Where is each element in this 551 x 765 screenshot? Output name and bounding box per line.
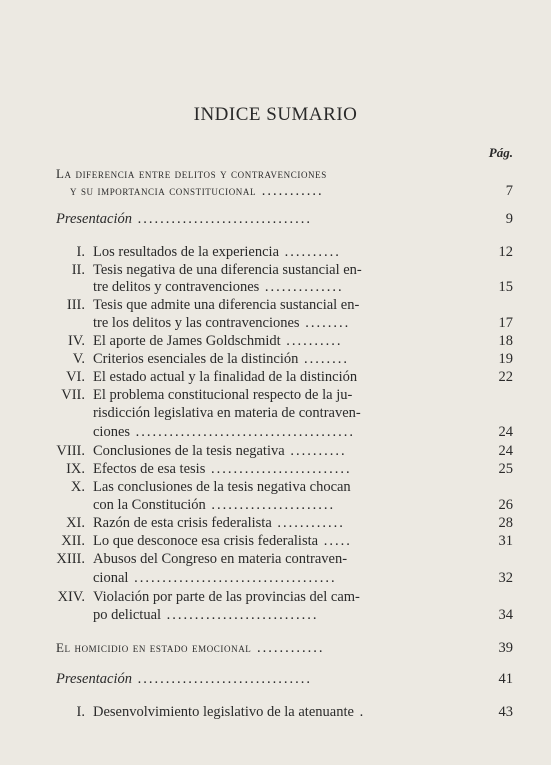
entry-number: X. (70, 479, 85, 495)
index-entry (0, 588, 551, 606)
leader-dots: .................................... (128, 570, 337, 586)
entry-page-number: 7 (505, 183, 513, 199)
index-entry (0, 350, 551, 368)
index-entry (0, 182, 551, 200)
entry-text: po delictual ........................... (93, 607, 319, 623)
leader-dots: . (353, 704, 366, 720)
entry-text: Lo que desconoce esa crisis federalista ..... (93, 533, 352, 549)
entry-text: tre los delitos y las contravenciones ........ (93, 315, 351, 331)
leader-dots: ............ (251, 640, 325, 656)
entry-page-number: 32 (498, 570, 513, 586)
entry-text: Tesis negativa de una diferencia sustancial en- (93, 262, 362, 278)
entry-number: V. (72, 351, 85, 367)
index-entry (0, 569, 551, 587)
entry-page-number: 15 (498, 279, 513, 295)
index-entry (0, 639, 551, 657)
entry-page-number: 17 (498, 315, 513, 331)
entry-text: Presentación ............................... (56, 211, 312, 227)
index-entry (0, 404, 551, 422)
index-entry (0, 165, 551, 183)
leader-dots: ....................................... (130, 424, 356, 440)
index-entry (0, 386, 551, 404)
entry-number: XIII. (56, 551, 85, 567)
index-entry (0, 423, 551, 441)
index-entry (0, 703, 551, 721)
leader-dots: ......................... (205, 461, 352, 477)
entry-text: El problema constitucional respecto de la ju- (93, 387, 353, 403)
index-entry (0, 478, 551, 496)
entry-text: Tesis que admite una diferencia sustancial en- (93, 297, 360, 313)
entry-number: II. (71, 262, 85, 278)
entry-page-number: 39 (498, 640, 513, 656)
entry-text: El homicidio en estado emocional ............ (56, 640, 325, 656)
entry-text: y su importancia constitucional ........... (70, 183, 324, 199)
entry-page-number: 9 (505, 211, 513, 227)
leader-dots: ...................... (205, 497, 336, 513)
index-entry (0, 670, 551, 688)
leader-dots: ............................... (131, 671, 312, 687)
entry-number: IV. (67, 333, 85, 349)
entry-text: La diferencia entre delitos y contravenciones (56, 166, 327, 181)
entry-number: III. (66, 297, 85, 313)
entry-text: Los resultados de la experiencia .......... (93, 244, 341, 260)
index-entry (0, 550, 551, 568)
leader-dots: ........ (299, 315, 351, 331)
entry-page-number: 34 (498, 607, 513, 623)
entry-number: I. (76, 244, 85, 260)
entry-page-number: 24 (498, 443, 513, 459)
index-entry (0, 514, 551, 532)
entry-text: Las conclusiones de la tesis negativa chocan (93, 479, 351, 495)
entry-page-number: 18 (498, 333, 513, 349)
entry-page-number: 22 (498, 369, 513, 385)
leader-dots: ..... (318, 533, 352, 549)
entry-number: VIII. (56, 443, 85, 459)
entry-text: con la Constitución ...................... (93, 497, 336, 513)
entry-number: VI. (66, 369, 85, 385)
index-entry (0, 243, 551, 261)
entry-number: I. (76, 704, 85, 720)
index-entry (0, 368, 551, 386)
index-entry (0, 442, 551, 460)
entry-text: Desenvolvimiento legislativo de la atenuante . (93, 704, 366, 720)
entry-number: VII. (61, 387, 85, 403)
entry-page-number: 25 (498, 461, 513, 477)
leader-dots: .............. (259, 279, 344, 295)
entry-text: El aporte de James Goldschmidt .......... (93, 333, 343, 349)
entry-text: Criterios esenciales de la distinción ........ (93, 351, 349, 367)
index-entry (0, 332, 551, 350)
entry-text: El estado actual y la finalidad de la distinción (93, 369, 358, 385)
index-title: INDICE SUMARIO (193, 104, 358, 125)
leader-dots: ........ (298, 351, 349, 367)
entry-text: Violación por parte de las provincias del cam- (93, 589, 360, 605)
index-entry (0, 210, 551, 228)
entry-text: Presentación ............................... (56, 671, 312, 687)
entry-page-number: 19 (498, 351, 513, 367)
index-entry (0, 296, 551, 314)
leader-dots: .......... (280, 333, 343, 349)
leader-dots: ........... (256, 183, 324, 199)
index-entry (0, 606, 551, 624)
entry-text: Razón de esta crisis federalista ............ (93, 515, 345, 531)
entry-page-number: 26 (498, 497, 513, 513)
entry-page-number: 12 (498, 244, 513, 260)
leader-dots: .......... (279, 244, 341, 260)
leader-dots: ........................... (161, 607, 319, 623)
entry-page-number: 28 (498, 515, 513, 531)
entry-text: Conclusiones de la tesis negativa .......... (93, 443, 347, 459)
entry-text: tre delitos y contravenciones .............. (93, 279, 344, 295)
entry-text: risdicción legislativa en materia de contraven- (93, 405, 361, 421)
index-entry (0, 496, 551, 514)
entry-text: Efectos de esa tesis ......................... (93, 461, 352, 477)
page-column-label: Pág. (488, 145, 513, 160)
index-entry (0, 532, 551, 550)
entry-page-number: 41 (498, 671, 513, 687)
entry-number: IX. (66, 461, 85, 477)
entry-number: XII. (61, 533, 85, 549)
entry-page-number: 31 (498, 533, 513, 549)
entry-page-number: 24 (498, 424, 513, 440)
index-entry (0, 314, 551, 332)
entry-page-number: 43 (498, 704, 513, 720)
leader-dots: ............ (271, 515, 345, 531)
index-entry (0, 278, 551, 296)
entry-number: XIV. (57, 589, 85, 605)
entry-number: XI. (66, 515, 85, 531)
entry-text: Abusos del Congreso en materia contraven- (93, 551, 348, 567)
entry-text: ciones ....................................... (93, 424, 356, 440)
leader-dots: .......... (284, 443, 347, 459)
index-entry (0, 460, 551, 478)
entry-text: cional .................................... (93, 570, 337, 586)
index-entry (0, 261, 551, 279)
leader-dots: ............................... (131, 211, 312, 227)
